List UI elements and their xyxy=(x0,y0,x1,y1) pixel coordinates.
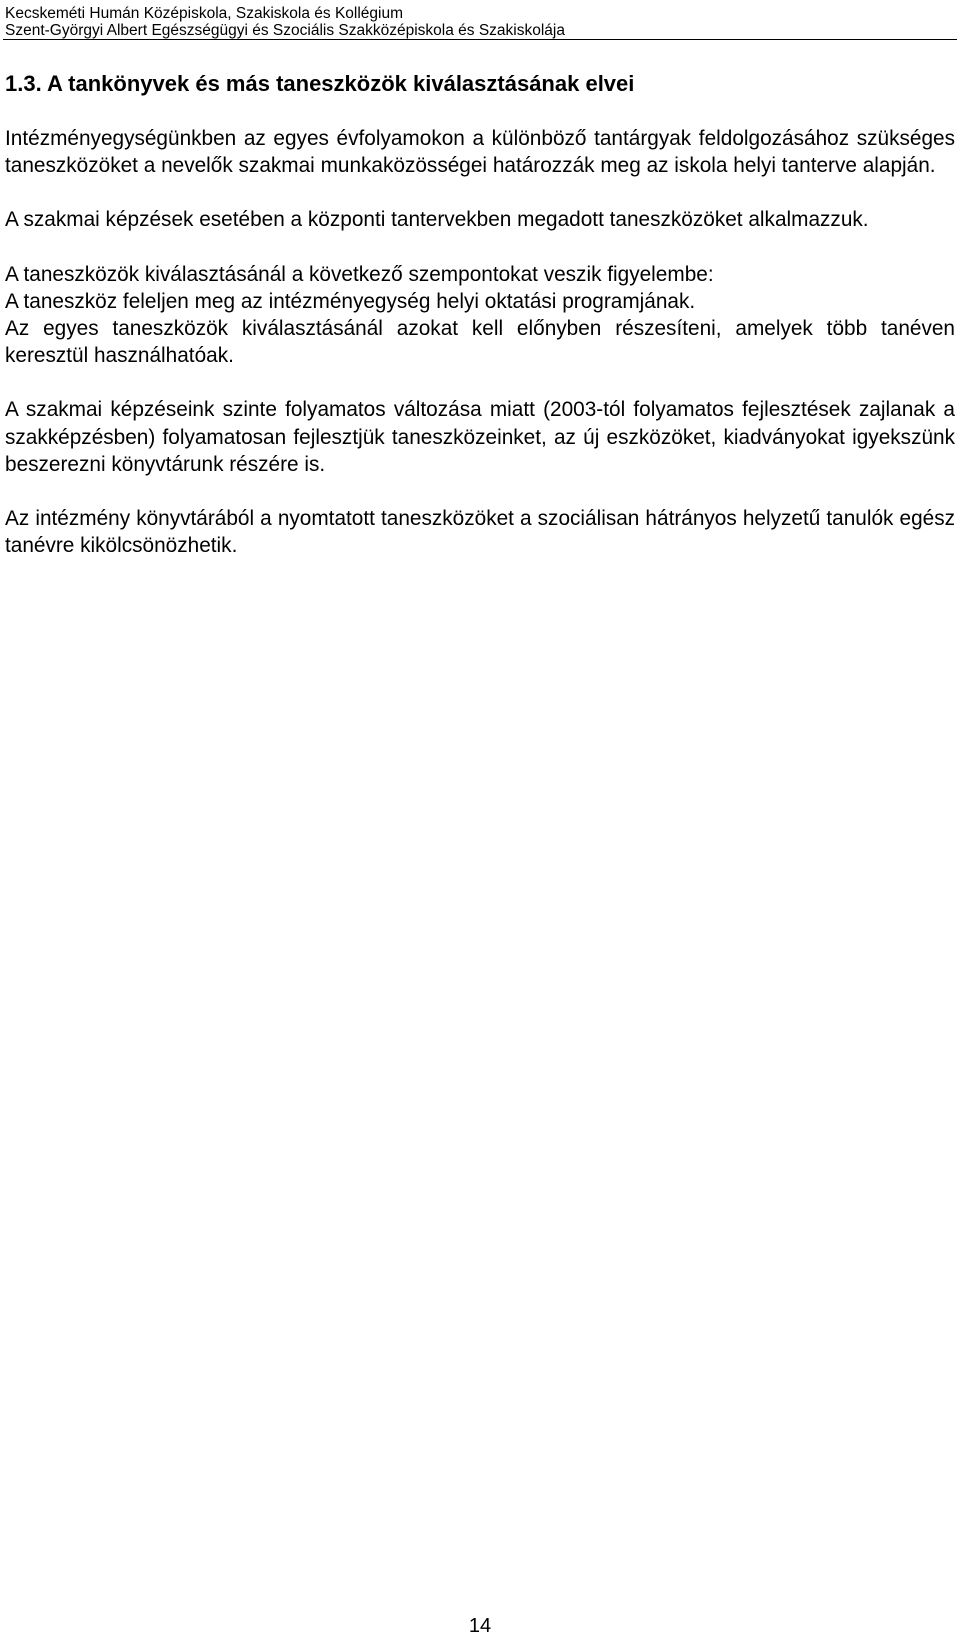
paragraph-library-loans: Az intézmény könyvtárából a nyomtatott taneszközöket a szociálisan hátrányos helyzetű tanulók egész tanévre kikölcsönözhetik. xyxy=(5,507,955,558)
paragraph-intro: Intézményegységünkben az egyes évfolyamokon a különböző tantárgyak feldolgozásához szükséges taneszközöket a nevelők szakmai munkaközösségei határozzák meg az iskola helyi tanterve alapján. xyxy=(5,127,955,178)
paragraph-vocational: A szakmai képzések esetében a központi tantervekben megadott taneszközöket alkalmazzuk. xyxy=(5,208,869,232)
header-school-line: Szent-Györgyi Albert Egészségügyi és Szociális Szakközépiskola és Szakiskolája xyxy=(5,22,565,39)
paragraph-criterion-2: Az egyes taneszközök kiválasztásánál azokat kell előnyben részesíteni, amelyek több tanéven keresztül használhatóak. xyxy=(5,317,955,368)
page-header xyxy=(5,5,957,39)
document-body xyxy=(5,125,955,559)
header-institution-line: Kecskeméti Humán Középiskola, Szakiskola és Kollégium xyxy=(5,5,404,22)
section-title: 1.3. A tankönyvek és más taneszközök kiválasztásának elvei xyxy=(5,71,635,96)
paragraph-criterion-1: A taneszköz feleljen meg az intézményegység helyi oktatási programjának. xyxy=(5,289,696,313)
paragraph-development: A szakmai képzéseink szinte folyamatos változása miatt (2003-tól folyamatos fejlesztések zajlanak a szakképzésben) folyamatosan fejlesztjük taneszközeinket, az új eszközöket, kiadványokat igyekszünk beszerezni könyvtárunk részére is. xyxy=(5,398,955,476)
page-number: 14 xyxy=(468,1615,492,1637)
header-divider xyxy=(3,39,957,40)
paragraph-criteria-heading: A taneszközök kiválasztásánál a következő szempontokat veszik figyelembe: xyxy=(5,262,714,286)
